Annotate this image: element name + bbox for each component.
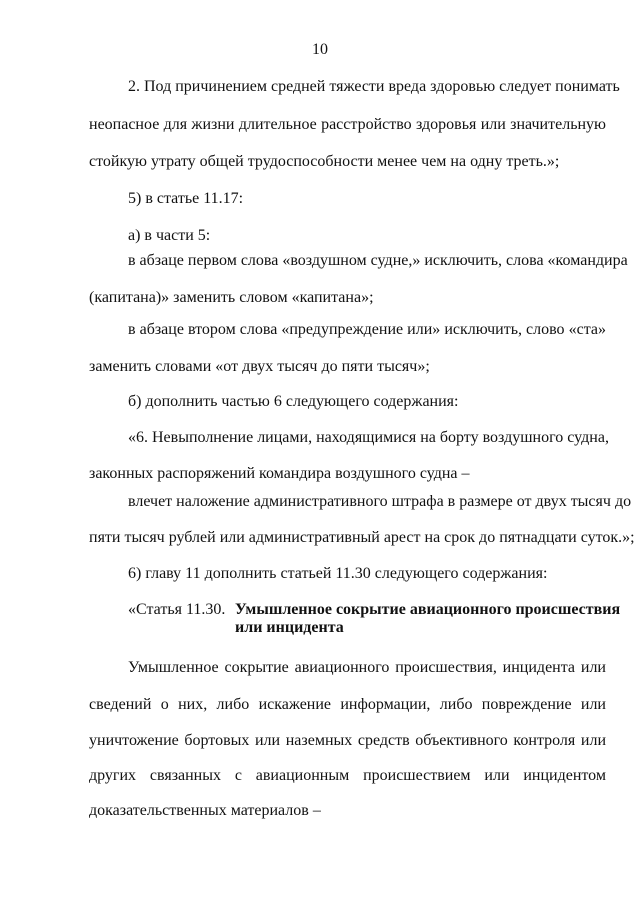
text-line: стойкую утрату общей трудоспособности менее чем на одну треть.»; <box>89 153 560 170</box>
article-title-line: или инцидента <box>235 619 344 636</box>
text-line: влечет наложение административного штрафа в размере от двух тысяч до <box>128 493 632 510</box>
text-line: в абзаце втором слова «предупреждение или» исключить, слово «ста» <box>128 321 606 338</box>
text-line: неопасное для жизни длительное расстройство здоровья или значительную <box>89 116 606 133</box>
text-line: (капитана)» заменить словом «капитана»; <box>89 289 374 306</box>
text-line: других связанных с авиационным происшествием или инцидентом <box>89 767 606 784</box>
text-line: доказательственных материалов – <box>89 802 321 819</box>
text-line: «6. Невыполнение лицами, находящимися на борту воздушного судна, <box>128 429 609 446</box>
text-line: 6) главу 11 дополнить статьей 11.30 следующего содержания: <box>128 565 548 582</box>
text-line: законных распоряжений командира воздушного судна – <box>89 465 470 482</box>
text-line: сведений о них, либо искажение информации, либо повреждение или <box>89 696 606 713</box>
text-line: пяти тысяч рублей или административный арест на срок до пятнадцати суток.»; <box>89 529 635 546</box>
text-line: б) дополнить частью 6 следующего содержания: <box>128 393 459 410</box>
text-line: 2. Под причинением средней тяжести вреда здоровью следует понимать <box>128 78 620 95</box>
text-line: Умышленное сокрытие авиационного происшествия, инцидента или <box>128 659 606 676</box>
text-line: в абзаце первом слова «воздушном судне,» исключить, слова «командира <box>128 252 628 269</box>
text-line: уничтожение бортовых или наземных средств объективного контроля или <box>89 732 606 749</box>
text-line: заменить словами «от двух тысяч до пяти тысяч»; <box>89 358 430 375</box>
text-line: 5) в статье 11.17: <box>128 190 244 207</box>
article-title-line: Умышленное сокрытие авиационного происшествия <box>235 601 621 618</box>
page-number: 10 <box>312 41 328 58</box>
article-label: «Статья 11.30. <box>128 601 226 618</box>
text-line: а) в части 5: <box>128 227 211 244</box>
